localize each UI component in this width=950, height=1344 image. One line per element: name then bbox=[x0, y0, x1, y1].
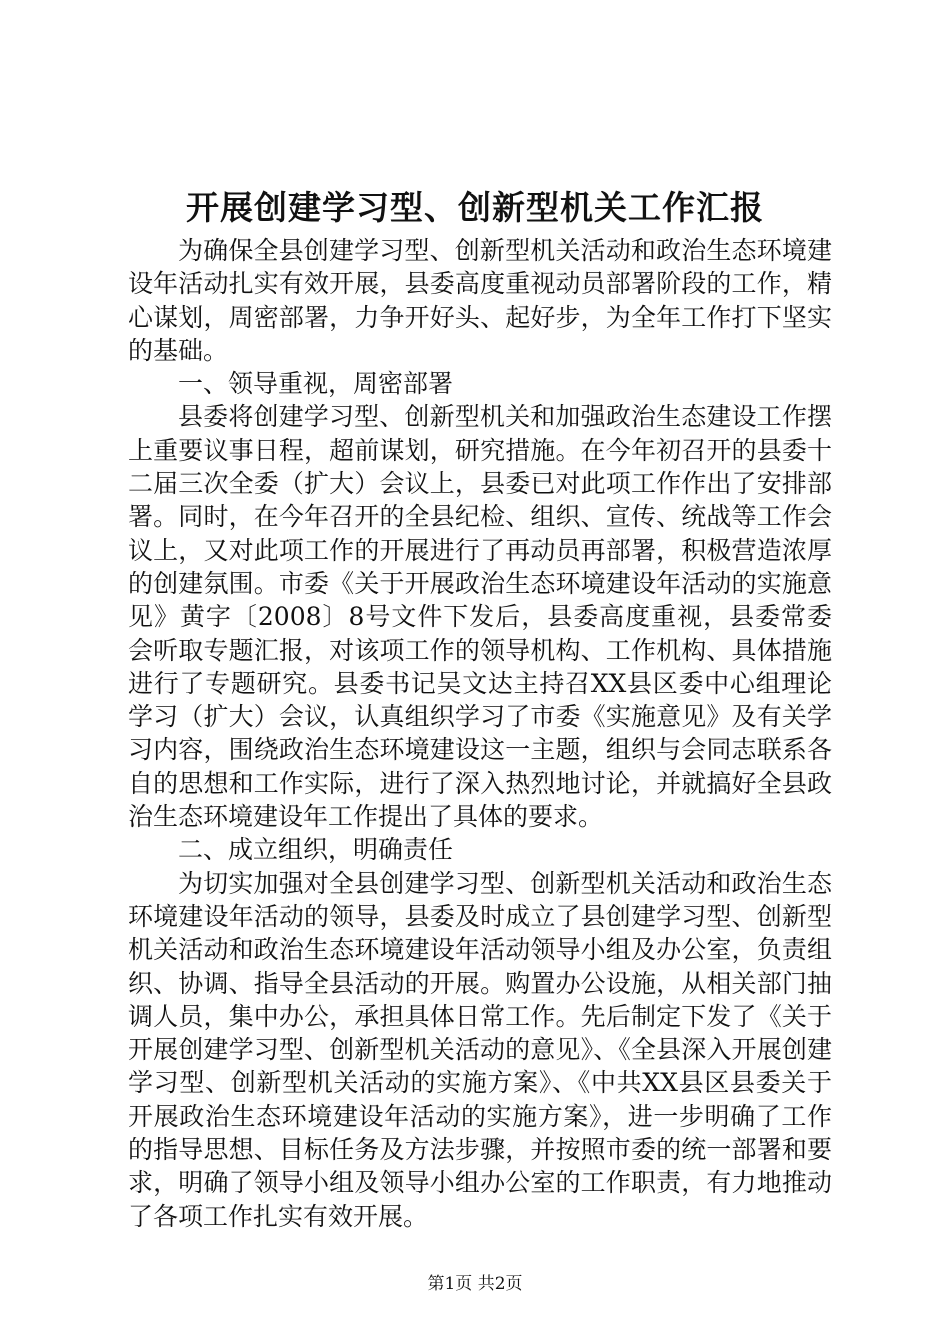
document-body bbox=[128, 234, 832, 1233]
page-number-footer: 第1页 共2页 bbox=[427, 1274, 523, 1294]
intro-paragraph: 为确保全县创建学习型、创新型机关活动和政治生态环境建设年活动扎实有效开展，县委高度重视动员部署阶段的工作，精心谋划，周密部署，力争开好头、起好步，为全年工作打下坚实的基础。 bbox=[128, 236, 832, 365]
section-heading-2: 二、成立组织，明确责任 bbox=[178, 835, 454, 865]
page-title: 开展创建学习型、创新型机关工作汇报 bbox=[186, 188, 764, 227]
section-1-paragraph: 县委将创建学习型、创新型机关和加强政治生态建设工作摆上重要议事日程，超前谋划，研究措施。在今年初召开的县委十二届三次全委（扩大）会议上，县委已对此项工作作出了安排部署。同时，在今年召开的全县纪检、组织、宣传、统战等工作会议上，又对此项工作的开展进行了再动员再部署，积极营造浓厚的创建氛围。市委《关于开展政治生态环境建设年活动的实施意见》黄字〔2008〕8号文件下发后，县委高度重视，县委常委会听取专题汇报，对该项工作的领导机构、工作机构、具体措施进行了专题研究。县委书记吴文达主持召XX县区委中心组理论学习（扩大）会议，认真组织学习了市委《实施意见》及有关学习内容，围绕政治生态环境建设这一主题，组织与会同志联系各自的思想和工作实际，进行了深入热烈地讨论，并就搞好全县政治生态环境建设年工作提出了具体的要求。 bbox=[128, 402, 832, 832]
section-heading-1: 一、领导重视，周密部署 bbox=[178, 369, 454, 399]
section-2-paragraph: 为切实加强对全县创建学习型、创新型机关活动和政治生态环境建设年活动的领导，县委及时成立了县创建学习型、创新型机关活动和政治生态环境建设年活动领导小组及办公室，负责组织、协调、指导全县活动的开展。购置办公设施，从相关部门抽调人员，集中办公，承担具体日常工作。先后制定下发了《关于开展创建学习型、创新型机关活动的意见》、《全县深入开展创建学习型、创新型机关活动的实施方案》、《中共XX县区县委关于开展政治生态环境建设年活动的实施方案》，进一步明确了工作的指导思想、目标任务及方法步骤，并按照市委的统一部署和要求，明确了领导小组及领导小组办公室的工作职责，有力地推动了各项工作扎实有效开展。 bbox=[128, 868, 832, 1231]
